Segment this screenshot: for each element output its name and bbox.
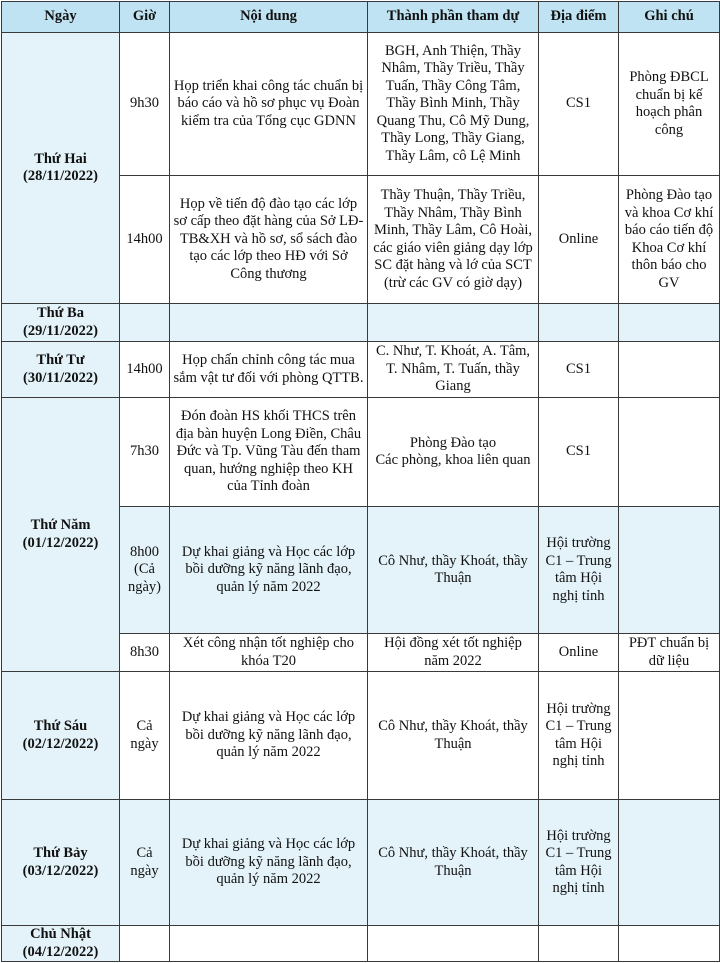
day-cell-wednesday bbox=[2, 342, 120, 398]
day-cell-monday bbox=[2, 33, 120, 304]
location-cell: Hội trường C1 – Trung tâm Hội nghị tỉnh bbox=[539, 672, 619, 800]
note-cell bbox=[619, 398, 720, 507]
location-cell: Hội trường C1 – Trung tâm Hội nghị tỉnh bbox=[539, 800, 619, 926]
day-name: Thứ Hai bbox=[34, 150, 87, 167]
time-cell: 7h30 bbox=[120, 398, 170, 507]
note-cell: PĐT chuẩn bị dữ liệu bbox=[619, 634, 720, 672]
day-date: (03/12/2022) bbox=[22, 862, 99, 879]
table-row bbox=[2, 398, 720, 507]
content-cell bbox=[170, 304, 368, 342]
content-cell: Dự khai giảng và Học các lớp bồi dưỡng kỹ năng lãnh đạo, quản lý năm 2022 bbox=[170, 507, 368, 634]
content-cell: Họp chấn chỉnh công tác mua sắm vật tư đối với phòng QTTB. bbox=[170, 342, 368, 398]
table-row bbox=[2, 672, 720, 800]
participants-cell: C. Như, T. Khoát, A. Tâm, T. Nhâm, T. Tuấn, thầy Giang bbox=[368, 342, 539, 398]
day-name: Chủ Nhật bbox=[30, 926, 91, 942]
location-cell: Online bbox=[539, 634, 619, 672]
table-row bbox=[2, 342, 720, 398]
note-cell bbox=[619, 507, 720, 634]
day-cell-sunday bbox=[2, 926, 120, 962]
participants-cell: Cô Như, thầy Khoát, thầy Thuận bbox=[368, 800, 539, 926]
header-content: Nội dung bbox=[170, 2, 368, 33]
day-cell-tuesday bbox=[2, 304, 120, 342]
time-cell: 8h30 bbox=[120, 634, 170, 672]
note-cell: Phòng ĐBCL chuẩn bị kế hoạch phân công bbox=[619, 33, 720, 176]
content-cell: Dự khai giảng và Học các lớp bồi dưỡng kỹ năng lãnh đạo, quản lý năm 2022 bbox=[170, 672, 368, 800]
participants-cell: Cô Như, thầy Khoát, thầy Thuận bbox=[368, 672, 539, 800]
header-participants: Thành phần tham dự bbox=[368, 2, 539, 33]
schedule-table bbox=[1, 1, 720, 962]
content-cell: Xét công nhận tốt nghiệp cho khóa T20 bbox=[170, 634, 368, 672]
day-date: (28/11/2022) bbox=[23, 168, 98, 184]
location-cell: CS1 bbox=[539, 33, 619, 176]
participants-cell: Hội đồng xét tốt nghiệp năm 2022 bbox=[368, 634, 539, 672]
day-name: Thứ Năm bbox=[30, 517, 91, 533]
note-cell bbox=[619, 342, 720, 398]
time-cell: 14h00 bbox=[120, 176, 170, 304]
header-location: Địa điểm bbox=[539, 2, 619, 33]
note-cell bbox=[619, 926, 720, 962]
location-cell: Online bbox=[539, 176, 619, 304]
content-cell bbox=[170, 926, 368, 962]
time-cell: 14h00 bbox=[120, 342, 170, 398]
time-cell bbox=[120, 926, 170, 962]
day-cell-friday bbox=[2, 672, 120, 800]
day-date: (04/12/2022) bbox=[22, 943, 99, 960]
location-cell bbox=[539, 926, 619, 962]
participants-cell: Thầy Thuận, Thầy Triều, Thầy Nhâm, Thầy Bình Minh, Thầy Lâm, Cô Hoài, các giáo viên giảng dạy lớp SC đặt hàng và lớ của SCT (trừ các GV có giờ dạy) bbox=[368, 176, 539, 304]
time-cell: Cả ngày bbox=[120, 800, 170, 926]
header-day: Ngày bbox=[2, 2, 120, 33]
day-date: (30/11/2022) bbox=[23, 369, 98, 386]
time-cell: Cả ngày bbox=[120, 672, 170, 800]
day-name: Thứ Sáu bbox=[33, 718, 88, 734]
day-date: (01/12/2022) bbox=[22, 534, 99, 551]
location-cell bbox=[539, 304, 619, 342]
day-name: Thứ Tư bbox=[36, 352, 85, 368]
content-cell: Họp về tiến độ đào tạo các lớp sơ cấp theo đặt hàng của Sở LĐ-TB&XH và hồ sơ, sổ sách đào tạo các lớp theo HĐ với Sở Công thương bbox=[170, 176, 368, 304]
location-cell: Hội trường C1 – Trung tâm Hội nghị tỉnh bbox=[539, 507, 619, 634]
header-time: Giờ bbox=[120, 2, 170, 33]
day-date: (02/12/2022) bbox=[22, 735, 99, 752]
table-row bbox=[2, 304, 720, 342]
day-date: (29/11/2022) bbox=[23, 322, 98, 339]
table-row bbox=[2, 800, 720, 926]
time-cell bbox=[120, 304, 170, 342]
header-row bbox=[2, 2, 720, 33]
day-cell-saturday bbox=[2, 800, 120, 926]
note-cell: Phòng Đào tạo và khoa Cơ khí báo cáo tiến độ Khoa Cơ khí thôn báo cho GV bbox=[619, 176, 720, 304]
day-name: Thứ Bảy bbox=[33, 845, 88, 861]
participants-cell: BGH, Anh Thiện, Thầy Nhâm, Thầy Triều, Thầy Tuấn, Thầy Công Tâm, Thầy Bình Minh, Thầy Quang Thu, Cô Mỹ Dung, Thầy Long, Thầy Giang, Thầy Lâm, cô Lệ Minh bbox=[368, 33, 539, 176]
table-row bbox=[2, 33, 720, 176]
table-row bbox=[2, 926, 720, 962]
content-cell: Dự khai giảng và Học các lớp bồi dưỡng kỹ năng lãnh đạo, quản lý năm 2022 bbox=[170, 800, 368, 926]
participants-cell: Cô Như, thầy Khoát, thầy Thuận bbox=[368, 507, 539, 634]
time-cell: 9h30 bbox=[120, 33, 170, 176]
note-cell bbox=[619, 672, 720, 800]
content-cell: Họp triển khai công tác chuẩn bị báo cáo và hồ sơ phục vụ Đoàn kiểm tra của Tổng cục GDNN bbox=[170, 33, 368, 176]
note-cell bbox=[619, 304, 720, 342]
location-cell: CS1 bbox=[539, 398, 619, 507]
time-cell: 8h00 (Cả ngày) bbox=[120, 507, 170, 634]
participants-cell: Phòng Đào tạo Các phòng, khoa liên quan bbox=[368, 398, 539, 507]
day-cell-thursday bbox=[2, 398, 120, 672]
participants-cell bbox=[368, 926, 539, 962]
header-note: Ghi chú bbox=[619, 2, 720, 33]
day-name: Thứ Ba bbox=[37, 305, 84, 321]
location-cell: CS1 bbox=[539, 342, 619, 398]
participants-cell bbox=[368, 304, 539, 342]
content-cell: Đón đoàn HS khối THCS trên địa bàn huyện Long Điền, Châu Đức và Tp. Vũng Tàu đến tham quan, hướng nghiệp theo KH của Tỉnh đoàn bbox=[170, 398, 368, 507]
note-cell bbox=[619, 800, 720, 926]
